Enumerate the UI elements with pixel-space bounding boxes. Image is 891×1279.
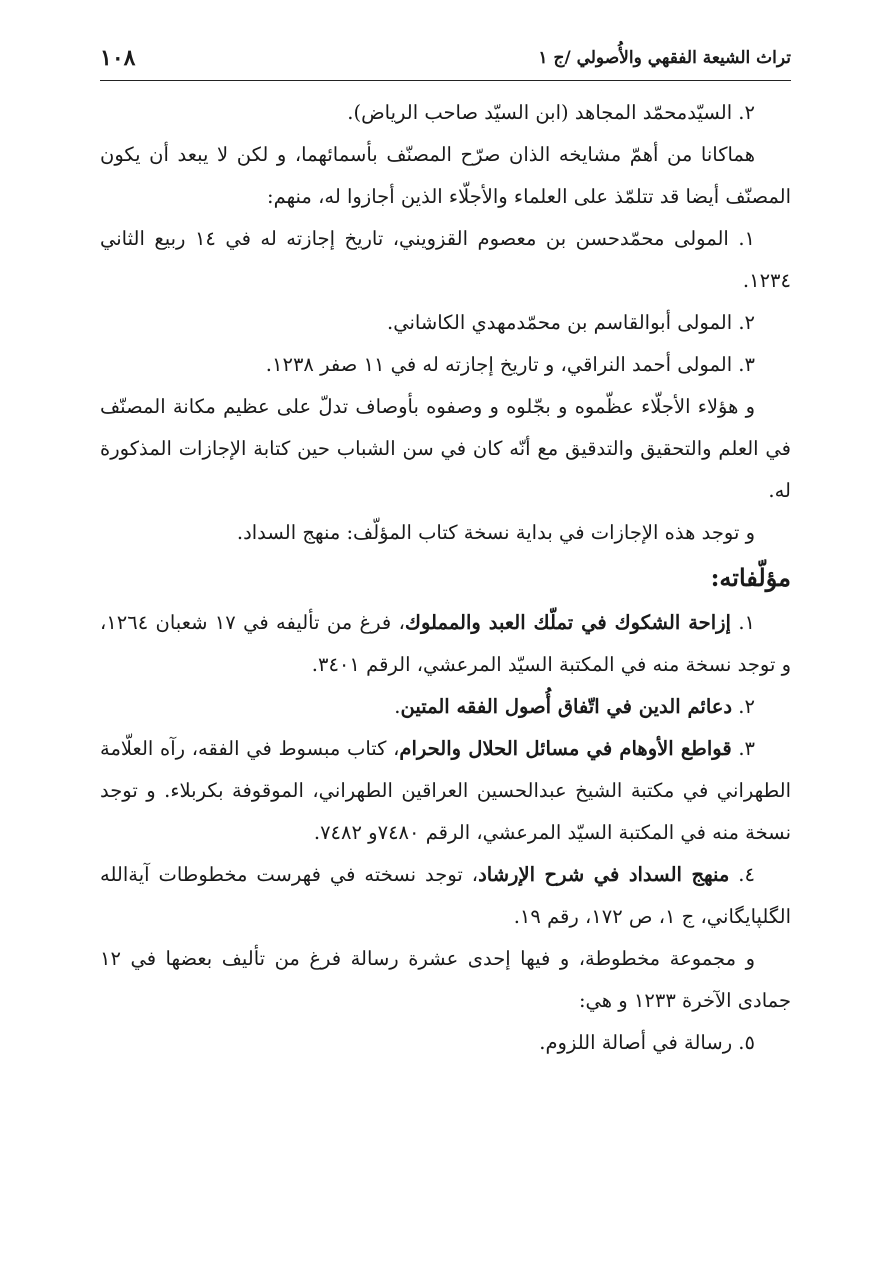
paragraph: ٢. المولى أبوالقاسم بن محمّدمهدي الكاشاني.: [387, 311, 755, 334]
work-item: [100, 854, 791, 938]
page-body: [100, 92, 791, 1064]
work-title: منهج السداد في شرح الإرشاد: [478, 863, 730, 886]
work-details: ، توجد نسخته في فهرست مخطوطات آيةالله الگلپايگاني، ج ١، ص ١٧٢، رقم ١٩.: [100, 863, 791, 928]
list-item: ٥. رسالة في أصالة اللزوم.: [539, 1031, 755, 1054]
page-header: [100, 40, 791, 81]
work-details: ، فرغ من تأليفه في ١٧ شعبان ١٢٦٤، و توجد نسخة منه في المكتبة السيّد المرعشي، الرقم ٣٤٠١.: [100, 611, 791, 676]
work-item: [100, 686, 791, 728]
work-number: ٢.: [732, 695, 755, 718]
paragraph: ٣. المولى أحمد النراقي، و تاريخ إجازته له في ١١ صفر ١٢٣٨.: [265, 353, 755, 376]
paragraph: ٢. السيّدمحمّد المجاهد (ابن السيّد صاحب الرياض).: [347, 101, 755, 124]
work-title: دعائم الدين في اتّفاق أُصول الفقه المتين: [400, 695, 733, 718]
work-number: ٣.: [731, 737, 755, 760]
section-heading: مؤلّفاته:: [710, 563, 791, 592]
work-item: [100, 728, 791, 854]
paragraph: و توجد هذه الإجازات في بداية نسخة كتاب المؤلّف: منهج السداد.: [236, 521, 755, 544]
paragraph: و هؤلاء الأجلّاء عظّموه و بجّلوه و وصفوه بأوصاف تدلّ على عظيم مكانة المصنّف في العلم والتحقيق والتدقيق مع أنّه كان في سن الشباب حين كتابة الإجازات المذكورة له.: [100, 395, 791, 502]
running-title: تراث الشيعة الفقهي والأُصولي /ج ١: [538, 48, 791, 68]
work-number: ١.: [730, 611, 755, 634]
work-details: ، كتاب مبسوط في الفقه، رآه العلّامة الطهراني في مكتبة الشيخ عبدالحسين العراقين الطهراني، الموقوفة بكربلاء. و توجد نسخة منه في المكتبة السيّد المرعشي، الرقم ٧٤٨٠و ٧٤٨٢.: [100, 737, 791, 844]
paragraph: هماكانا من أهمّ مشايخه الذان صرّح المصنّف بأسمائهما، و لكن لا يبعد أن يكون المصنّف أيضا قد تتلمّذ على العلماء والأجلّاء الذين أجازوا له، منهم:: [100, 143, 791, 208]
page-number: ١٠٨: [100, 45, 136, 71]
paragraph: ١. المولى محمّدحسن بن معصوم القزويني، تاريخ إجازته له في ١٤ ربيع الثاني ١٢٣٤.: [100, 227, 791, 292]
work-item: [100, 602, 791, 686]
work-title: قواطع الأوهام في مسائل الحلال والحرام: [399, 737, 732, 760]
work-title: إزاحة الشكوك في تملّك العبد والمملوك: [404, 611, 731, 634]
work-details: .: [394, 695, 401, 718]
work-number: ٤.: [729, 863, 755, 886]
paragraph: و مجموعة مخطوطة، و فيها إحدى عشرة رسالة فرغ من تأليف بعضها في ١٢ جمادى الآخرة ١٢٣٣ و هي:: [100, 947, 791, 1012]
